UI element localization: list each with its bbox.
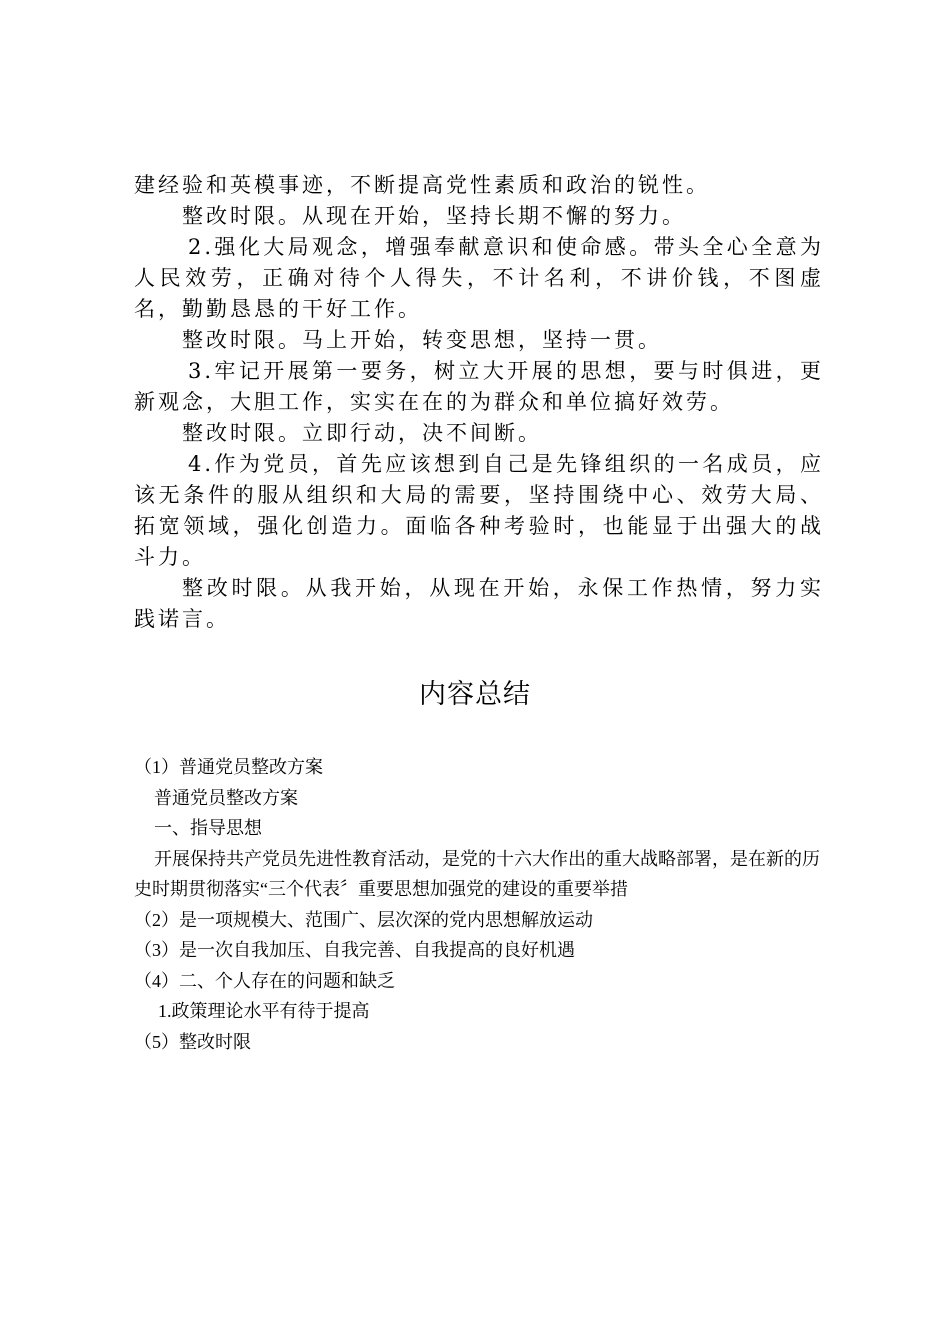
paragraph: 整改时限。从我开始，从现在开始，永保工作热情，努力实践诺言。 [134,576,824,631]
paragraph: 整改时限。马上开始，转变思想，坚持一贯。 [182,328,662,352]
paragraph: 整改时限。立即行动，决不间断。 [182,421,542,445]
summary-line: 一、指导思想 [154,818,262,838]
paragraph: 建经验和英模事迹，不断提高党性素质和政治的锐性。 [134,173,710,197]
summary-line: （2）是一项规模大、范围广、层次深的党内思想解放运动 [134,909,593,930]
summary-line: （5）整改时限 [134,1031,251,1052]
summary-line: 普通党员整改方案 [154,787,298,808]
document-body [134,170,824,635]
paragraph: 整改时限。从现在开始，坚持长期不懈的努力。 [182,204,686,228]
summary-title: 内容总结 [419,679,531,710]
summary-line: 开展保持共产党员先进性教育活动，是党的十六大作出的重大战略部署，是在新的历史时期贯彻落实“三个代表〞重要思想加强党的建设的重要举措 [134,848,820,899]
summary-line: （1）普通党员整改方案 [134,757,323,777]
paragraph: 3.牢记开展第一要务，树立大开展的思想，要与时俱进，更新观念，大胆工作，实实在在的为群众和单位搞好效劳。 [134,359,824,414]
summary-line: （3）是一次自我加压、自我完善、自我提高的良好机遇 [134,940,575,960]
paragraph: 4.作为党员，首先应该想到自己是先锋组织的一名成员，应该无条件的服从组织和大局的需要，坚持围绕中心、效劳大局、拓宽领域，强化创造力。面临各种考验时，也能显于出强大的战斗力。 [134,452,824,569]
summary-line: 1.政策理论水平有待于提高 [158,1001,370,1021]
paragraph: 2.强化大局观念，增强奉献意识和使命感。带头全心全意为人民效劳，正确对待个人得失，不计名利，不讲价钱，不图虚名，勤勤恳恳的干好工作。 [134,235,824,321]
summary-line: （4）二、个人存在的问题和缺乏 [134,970,395,991]
summary-list [134,752,834,1057]
